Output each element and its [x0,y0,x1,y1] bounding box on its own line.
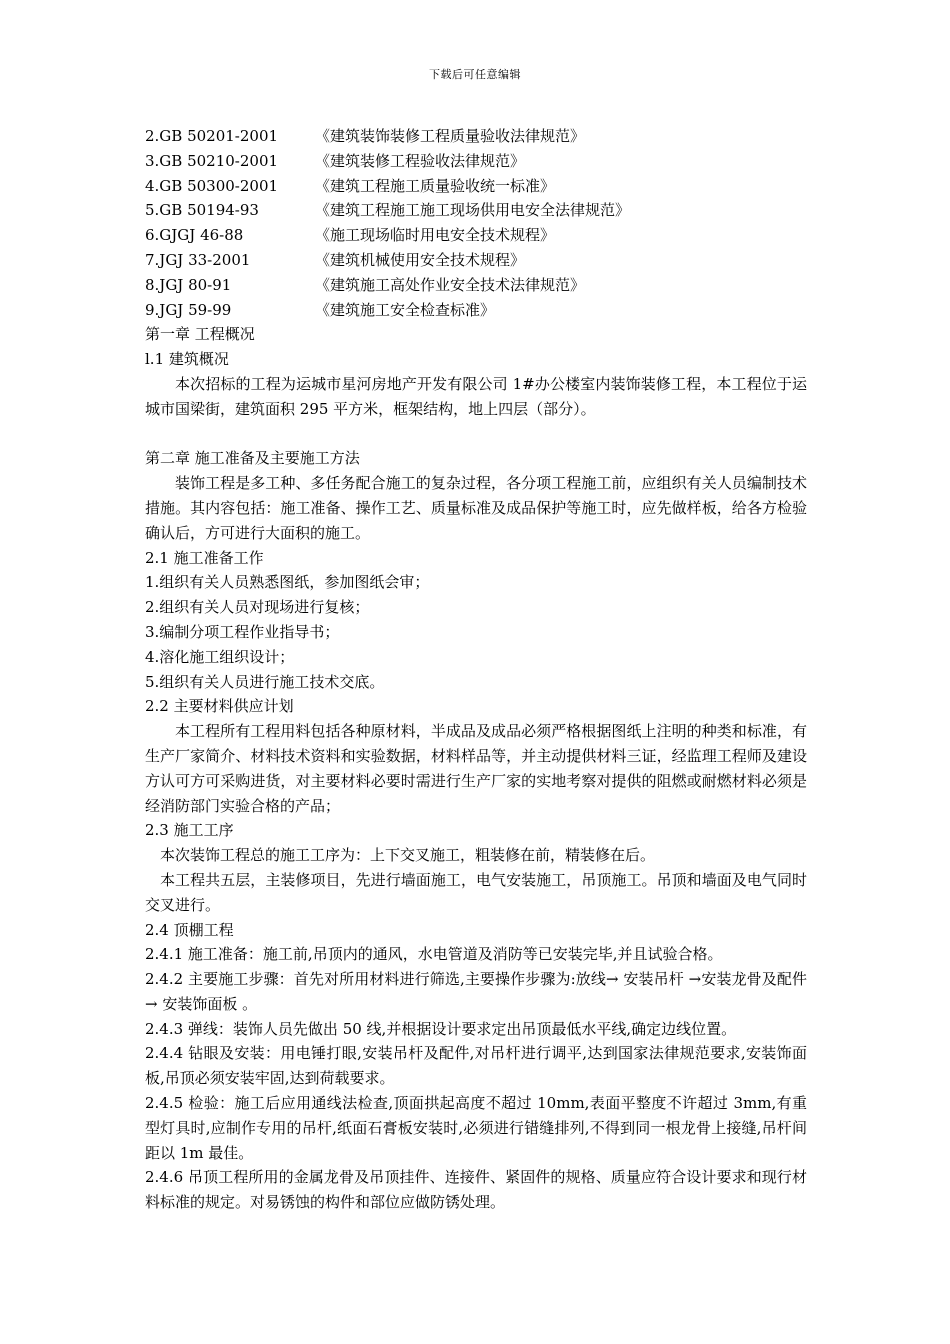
section-2-4-item: 2.4.6 吊顶工程所用的金属龙骨及吊顶挂件、连接件、紧固件的规格、质量应符合设计要求和现行材料标准的规定。对易锈蚀的构件和部位应做防锈处理。 [145,1168,807,1212]
standard-title: 《建筑工程施工质量验收统一标准》 [315,176,556,195]
standard-code: 8.JGJ 80-91 [145,275,232,294]
standard-title: 《建筑工程施工施工现场供用电安全法律规范》 [315,201,631,220]
standard-title: 《建筑装修工程验收法律规范》 [315,151,526,170]
standard-item [145,149,807,174]
section-2-2-title: 2.2 主要材料供应计划 [145,697,294,716]
section-2-4-item: 2.4.2 主要施工步骤：首先对所用材料进行筛选,主要操作步骤为:放线→ 安装吊杆 →安装龙骨及配件 → 安装饰面板 。 [145,970,807,1013]
standard-code: 5.GB 50194-93 [145,201,259,220]
section-2-4-item: 2.4.1 施工准备：施工前,吊顶内的通风，水电管道及消防等已安装完毕,并且试验合格。 [145,945,723,964]
section-2-3-title: 2.3 施工工序 [145,821,234,840]
standard-code: 4.GB 50300-2001 [145,176,279,195]
standard-item [145,298,807,323]
standard-title: 《建筑机械使用安全技术规程》 [315,250,526,269]
standard-item [145,198,807,223]
list-item: 2.组织有关人员对现场进行复核； [145,598,370,617]
chapter-2-intro: 装饰工程是多工种、多任务配合施工的复杂过程，各分项工程施工前，应组织有关人员编制技术措施。其内容包括：施工准备、操作工艺、质量标准及成品保护等施工时，应先做样板，给各方检验确认后，方可进行大面积的施工。 [145,474,807,542]
chapter-1-paragraph: 本次招标的工程为运城市星河房地产开发有限公司 1#办公楼室内装饰装修工程，本工程位于运城市国梁街，建筑面积 295 平方米，框架结构，地上四层（部分）。 [145,374,807,418]
section-2-4-item: 2.4.5 检验：施工后应用通线法检查,顶面拱起高度不超过 10mm,表面平整度不许超过 3mm,有重型灯具时,应制作专用的吊杆,纸面石膏板安装时,必须进行错缝排列,不得到同一根龙骨上接缝,吊杆间距以 1m 最佳。 [145,1094,807,1162]
section-2-1-title: 2.1 施工准备工作 [145,548,264,567]
page-header: 下载后可任意编辑 [429,68,521,81]
section-2-3-paragraph: 本工程共五层，主装修项目，先进行墙面施工，电气安装施工，吊顶施工。吊顶和墙面及电气同时交叉进行。 [145,870,807,914]
document-body [145,124,807,1215]
standard-code: 6.GJGJ 46-88 [145,226,244,245]
standard-code: 9.JGJ 59-99 [145,300,232,319]
list-item: 3.编制分项工程作业指导书； [145,622,340,641]
spacer [145,422,807,447]
standard-code: 3.GB 50210-2001 [145,151,279,170]
standard-code: 2.GB 50201-2001 [145,127,279,145]
standard-item [145,124,807,149]
standard-code: 7.JGJ 33-2001 [145,250,251,269]
chapter-2-title: 第二章 施工准备及主要施工方法 [145,449,360,468]
standard-title: 《建筑装饰装修工程质量验收法律规范》 [315,127,586,145]
standard-item [145,248,807,273]
list-item: 1.组织有关人员熟悉图纸，参加图纸会审； [145,573,430,592]
standard-title: 《建筑施工高处作业安全技术法律规范》 [315,275,586,294]
standards-list [145,124,807,322]
chapter-1-title: 第一章 工程概况 [145,325,255,344]
section-2-4-item: 2.4.3 弹线：装饰人员先做出 50 线,并根据设计要求定出吊顶最低水平线,确定边线位置。 [145,1019,737,1038]
standard-item [145,223,807,248]
section-2-2-paragraph: 本工程所有工程用料包括各种原材料，半成品及成品必须严格根据图纸上注明的种类和标准，有生产厂家简介、材料技术资料和实验数据，材料样品等，并主动提供材料三证，经监理工程师及建设方认可方可采购进货，对主要材料必要时需进行生产厂家的实地考察对提供的阻燃或耐燃材料必须是经消防部门实验合格的产品； [145,722,807,815]
standard-item [145,273,807,298]
list-item: 5.组织有关人员进行施工技术交底。 [145,672,385,691]
standard-item [145,174,807,199]
section-2-3-paragraph: 本次装饰工程总的施工工序为：上下交叉施工，粗装修在前，精装修在后。 [160,846,656,865]
standard-title: 《施工现场临时用电安全技术规程》 [315,226,556,245]
list-item: 4.溶化施工组织设计； [145,647,295,666]
section-2-4-item: 2.4.4 钻眼及安装：用电锤打眼,安装吊杆及配件,对吊杆进行调平,达到国家法律规范要求,安装饰面板,吊顶必须安装牢固,达到荷载要求。 [145,1044,807,1088]
section-1-1-title: l.1 建筑概况 [145,350,229,369]
section-2-4-title: 2.4 顶棚工程 [145,920,234,939]
standard-title: 《建筑施工安全检查标准》 [315,300,496,319]
